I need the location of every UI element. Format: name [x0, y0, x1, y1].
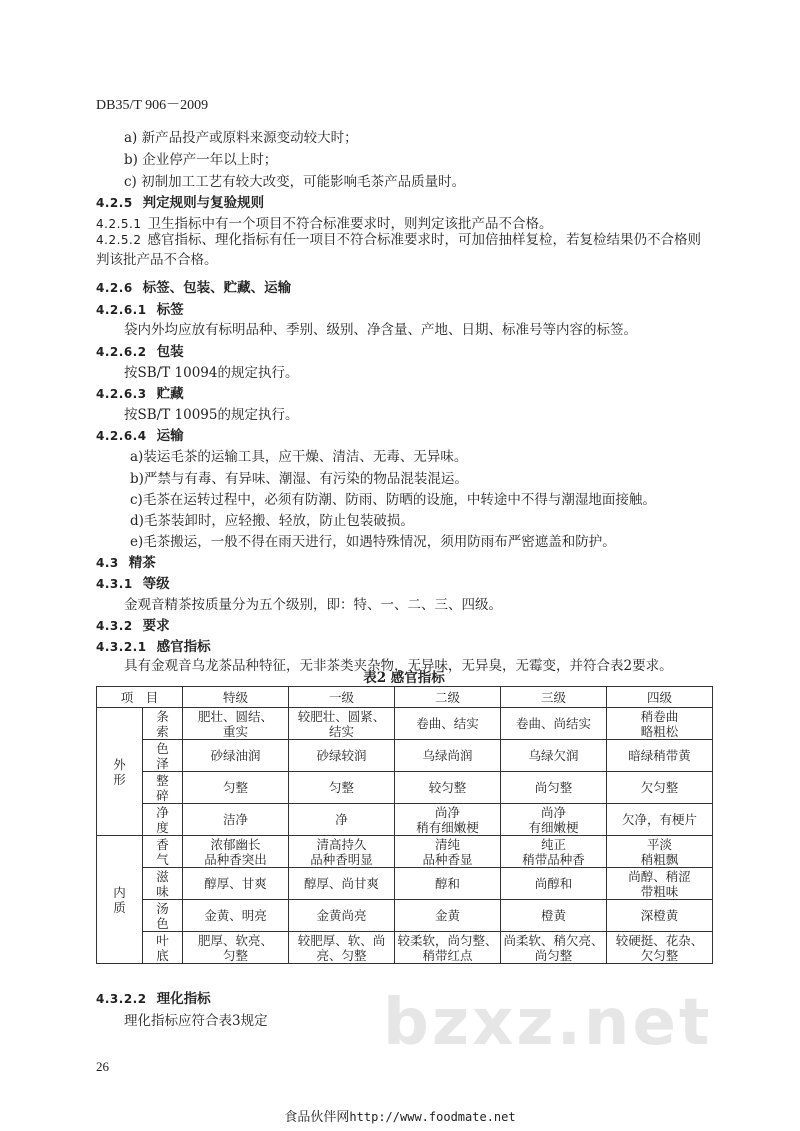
grade-cell: 砂绿油润 [183, 740, 289, 772]
list-item-a: a) 新产品投产或原料来源变动较大时； [124, 130, 358, 146]
grade-cell: 欠匀整 [607, 772, 713, 804]
watermark: bzxz.net [383, 986, 713, 1060]
category-cell: 外 形 [97, 708, 143, 836]
section-4-3-2-heading: 4.3.2 要求 [96, 618, 170, 634]
transport-item-e: e)毛茶搬运，一般不得在雨天进行，如遇特殊情况，须用防雨布严密遮盖和防护。 [130, 534, 616, 550]
clause-4-2-5-1: 4.2.5.1 卫生指标中有一个项目不符合标准要求时，则判定该批产品不合格。 [96, 216, 553, 232]
grade-cell: 尚柔软、稍欠亮、 尚匀整 [501, 932, 607, 964]
header-grade-4: 四级 [607, 687, 713, 708]
section-4-2-6-2-heading: 4.2.6.2 包装 [96, 344, 184, 360]
section-4-2-6-3-heading: 4.2.6.3 贮藏 [96, 386, 184, 402]
factor-cell: 色 泽 [143, 740, 183, 772]
factor-cell: 叶 底 [143, 932, 183, 964]
factor-cell: 香 气 [143, 836, 183, 868]
grade-cell: 肥壮、圆结、 重实 [183, 708, 289, 740]
transport-item-b: b)严禁与有毒、有异味、潮湿、有污染的物品混装混运。 [130, 471, 468, 487]
transport-item-c: c)毛茶在运转过程中，必须有防潮、防雨、防晒的设施，中转途中不得与潮湿地面接触。 [130, 492, 656, 508]
grade-cell: 稍卷曲 略粗松 [607, 708, 713, 740]
grade-cell: 肥厚、软亮、 匀整 [183, 932, 289, 964]
section-4-2-6-heading: 4.2.6 标签、包装、贮藏、运输 [96, 280, 292, 296]
grade-cell: 乌绿欠润 [501, 740, 607, 772]
section-4-3-1-heading: 4.3.1 等级 [96, 576, 170, 592]
section-4-2-6-1-heading: 4.2.6.1 标签 [96, 302, 184, 318]
table-row [97, 708, 713, 740]
transport-item-d: d)毛茶装卸时，应轻搬、轻放，防止包装破损。 [130, 513, 414, 529]
grade-cell: 尚匀整 [501, 772, 607, 804]
section-4-2-6-4-heading: 4.2.6.4 运输 [96, 428, 184, 444]
clause-4-2-5-2: 4.2.5.2 感官指标、理化指标有任一项目不符合标准要求时，可加倍抽样复检，若复检结果仍不合格则判该批产品不合格。 [96, 232, 701, 268]
factor-cell: 整 碎 [143, 772, 183, 804]
table-row [97, 804, 713, 836]
grade-cell: 较柔软，尚匀整、 稍带红点 [395, 932, 501, 964]
grade-cell: 卷曲、尚结实 [501, 708, 607, 740]
grade-cell: 平淡 稍粗飘 [607, 836, 713, 868]
factor-cell: 汤 色 [143, 900, 183, 932]
grade-cell: 尚醇和 [501, 868, 607, 900]
grade-cell: 暗绿稍带黄 [607, 740, 713, 772]
table-caption: 表2 感官指标 [363, 670, 445, 686]
physchem-text: 理化指标应符合表3规定 [124, 1013, 268, 1029]
label-text: 袋内外均应放有标明品种、季别、级别、净含量、产地、日期、标准号等内容的标签。 [124, 322, 637, 338]
grade-cell: 纯正 稍带品种香 [501, 836, 607, 868]
factor-cell: 净 度 [143, 804, 183, 836]
grade-cell: 金黄 [395, 900, 501, 932]
grade-cell: 砂绿较润 [289, 740, 395, 772]
table-row [97, 740, 713, 772]
table-row [97, 772, 713, 804]
document-id: DB35/T 906－2009 [96, 98, 209, 113]
table-row [97, 868, 713, 900]
grade-cell: 尚净 稍有细嫩梗 [395, 804, 501, 836]
grade-cell: 较匀整 [395, 772, 501, 804]
header-grade-3: 三级 [501, 687, 607, 708]
site-footer [0, 1106, 800, 1125]
grade-cell: 欠净，有梗片 [607, 804, 713, 836]
page-number: 26 [96, 1059, 109, 1074]
grade-cell: 较肥壮、圆紧、 结实 [289, 708, 395, 740]
factor-cell: 条 索 [143, 708, 183, 740]
grade-cell: 尚醇、稍涩 带粗味 [607, 868, 713, 900]
grade-cell: 乌绿尚润 [395, 740, 501, 772]
grade-cell: 较肥厚、软、尚 亮、匀整 [289, 932, 395, 964]
grade-cell: 清高持久 品种香明显 [289, 836, 395, 868]
header-grade-2: 二级 [395, 687, 501, 708]
grade-cell: 匀整 [183, 772, 289, 804]
table-header-row [97, 687, 713, 708]
header-grade-1: 一级 [289, 687, 395, 708]
grade-cell: 橙黄 [501, 900, 607, 932]
header-item: 项 目 [97, 687, 183, 708]
grade-cell: 卷曲、结实 [395, 708, 501, 740]
grade-cell: 醇厚、甘爽 [183, 868, 289, 900]
grade-cell: 深橙黄 [607, 900, 713, 932]
header-grade-special: 特级 [183, 687, 289, 708]
grade-text: 金观音精茶按质量分为五个级别，即：特、一、二、三、四级。 [124, 597, 502, 613]
site-label: 食品伙伴网 [284, 1110, 350, 1125]
section-4-3-2-1-heading: 4.3.2.1 感官指标 [96, 639, 211, 655]
grade-cell: 醇和 [395, 868, 501, 900]
grade-cell: 洁净 [183, 804, 289, 836]
grade-cell: 尚净 有细嫩梗 [501, 804, 607, 836]
grade-cell: 清纯 品种香显 [395, 836, 501, 868]
packaging-text: 按SB/T 10094的规定执行。 [124, 365, 299, 381]
grade-cell: 金黄尚亮 [289, 900, 395, 932]
grade-cell: 醇厚、尚甘爽 [289, 868, 395, 900]
list-item-c: c) 初制加工工艺有较大改变，可能影响毛茶产品质量时。 [124, 174, 466, 190]
table-row [97, 932, 713, 964]
grade-cell: 金黄、明亮 [183, 900, 289, 932]
section-4-3-2-2-heading: 4.3.2.2 理化指标 [96, 991, 211, 1007]
category-cell: 内 质 [97, 836, 143, 964]
grade-cell: 匀整 [289, 772, 395, 804]
section-4-2-5-heading: 4.2.5 判定规则与复验规则 [96, 195, 265, 211]
section-4-3-heading: 4.3 精茶 [96, 555, 156, 571]
grade-cell: 较硬挺、花杂、 欠匀整 [607, 932, 713, 964]
factor-cell: 滋 味 [143, 868, 183, 900]
site-url: http://www.foodmate.net [349, 1110, 516, 1124]
transport-item-a: a)装运毛茶的运输工具，应干燥、清洁、无毒、无异味。 [130, 449, 468, 465]
grade-cell: 净 [289, 804, 395, 836]
table-row [97, 836, 713, 868]
grade-cell: 浓郁幽长 品种香突出 [183, 836, 289, 868]
sensory-requirement-text: 具有金观音乌龙茶品种特征，无非茶类夹杂物，无异味，无异臭，无霉变，并符合表2要求。 [124, 658, 673, 674]
storage-text: 按SB/T 10095的规定执行。 [124, 407, 299, 423]
sensory-table [96, 686, 713, 964]
table-row [97, 900, 713, 932]
list-item-b: b) 企业停产一年以上时； [124, 152, 278, 168]
